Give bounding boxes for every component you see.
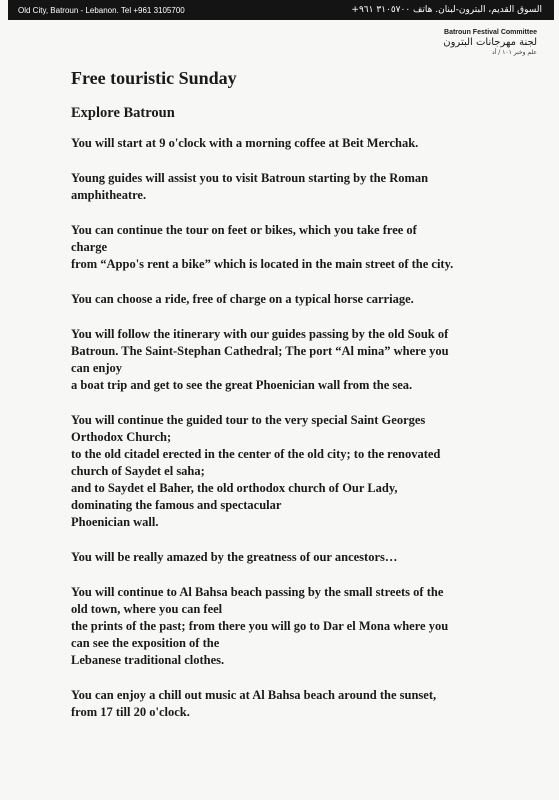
address-arabic: السوق القديم، البترون-لبنان. هاتف ٣١٠٥٧٠٠ ٩٦١+ <box>351 5 542 15</box>
address-english: Old City, Batroun - Lebanon. Tel +961 3105700 <box>18 5 185 15</box>
paragraph-churches: You will continue the guided tour to the very special Saint Georges Orthodox Church; to the old citadel erected in the center of the old city; to the renovated church of Saydet el saha; and to Saydet el Baher, the old orthodox church of Our Lady, dominating the famous and spectacular Phoenician wall. <box>71 413 441 529</box>
committee-block <box>417 29 537 56</box>
paragraph-start: You will start at 9 o'clock with a morning coffee at Beit Merchak. <box>71 136 419 150</box>
committee-name-english: Batroun Festival Committee <box>444 29 537 36</box>
paragraph-music: You can enjoy a chill out music at Al Bahsa beach around the sunset, from 17 till 20 o'clock. <box>71 688 437 719</box>
committee-registration: علم وخبر ١٠١ / أد <box>492 49 537 56</box>
paragraph-itinerary: You will follow the itinerary with our guides passing by the old Souk of Batroun. The Saint-Stephan Cathedral; The port “Al mina” where you can enjoy a boat trip and get to see the great Phoenician wall from the sea. <box>71 327 449 392</box>
document-body <box>71 68 511 739</box>
document-subtitle: Explore Batroun <box>71 105 175 121</box>
paragraph-ancestors: You will be really amazed by the greatness of our ancestors… <box>71 550 398 564</box>
paragraph-bikes: You can continue the tour on feet or bikes, which you take free of charge from “Appo's rent a bike” which is located in the main street of the city. <box>71 223 454 271</box>
letterhead-bar <box>8 0 554 20</box>
paragraph-carriage: You can choose a ride, free of charge on a typical horse carriage. <box>71 292 414 306</box>
document-title: Free touristic Sunday <box>71 68 237 88</box>
committee-name-arabic: لجنة مهرجانات البترون <box>443 37 537 48</box>
paragraph-beach: You will continue to Al Bahsa beach passing by the small streets of the old town, where you can feel the prints of the past; from there you will go to Dar el Mona where you can see the exposition of the Lebanese traditional clothes. <box>71 585 449 667</box>
paragraph-guides: Young guides will assist you to visit Batroun starting by the Roman amphitheatre. <box>71 171 429 202</box>
